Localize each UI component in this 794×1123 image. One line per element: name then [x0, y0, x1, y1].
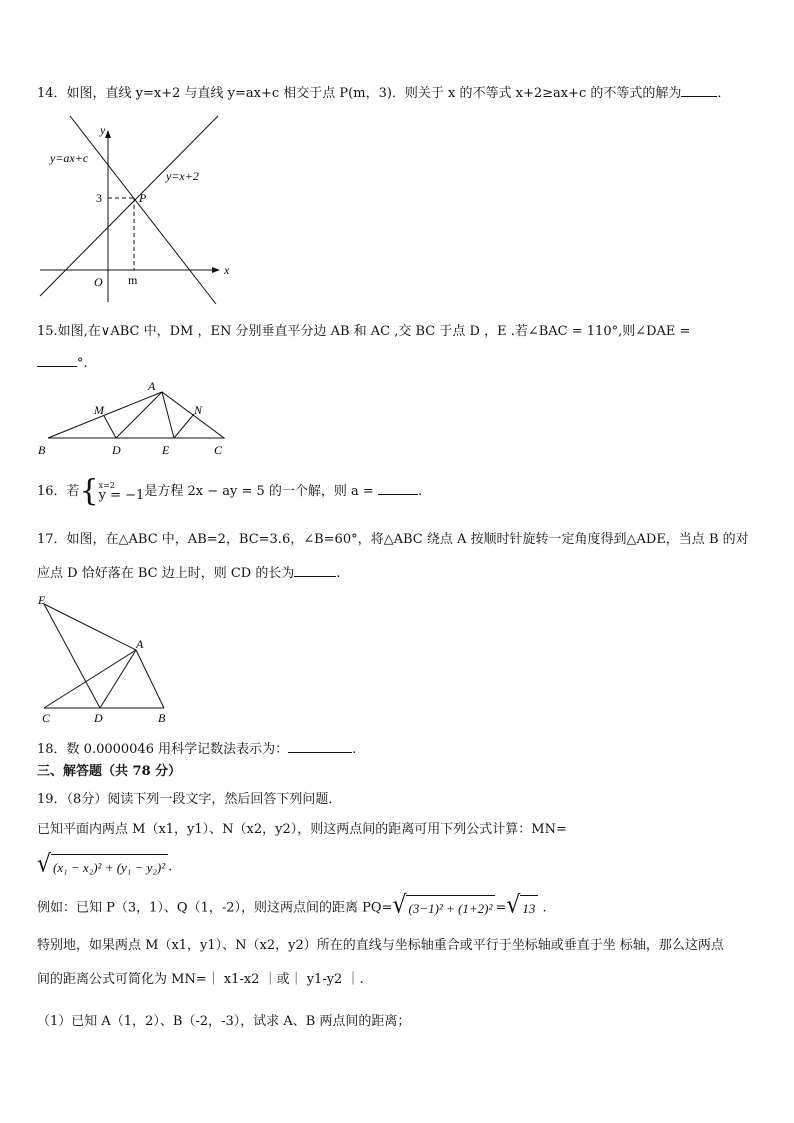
label-x-axis: x — [224, 263, 230, 277]
segment-md — [104, 416, 116, 438]
sqrt-icon: √ — [506, 891, 521, 919]
q16-prefix: 16．若 — [37, 484, 80, 499]
q19-line2 — [37, 820, 567, 840]
q16-end: . — [417, 484, 423, 499]
q16-suffix: 的一个解，则 a = — [268, 484, 374, 499]
q15-stem: 15.如图,在∨ABC 中，DM ，EN 分别垂直平分边 AB 和 AC ,交 BC 于点 D ，E .若∠BAC = 110°,则∠DAE = — [37, 324, 691, 339]
label-y-ax-c: y=ax+c — [50, 151, 89, 165]
label-e: E — [162, 443, 170, 457]
label-m: m — [128, 273, 138, 287]
label-y-axis: y — [100, 123, 106, 137]
q16-equation: 2x − ay = 5 — [187, 484, 265, 499]
label-b: B — [158, 711, 166, 725]
q19-special-2 — [37, 970, 364, 990]
q18-stem: 18．数 0.0000046 用科学记数法表示为： — [37, 742, 289, 757]
q15-end: °. — [77, 356, 88, 371]
q16-system-bottom: y = −1 — [98, 487, 145, 503]
q19-special-1 — [37, 936, 724, 956]
segment-da — [100, 650, 136, 708]
q17-line1 — [37, 530, 749, 550]
q19-formula — [37, 850, 173, 880]
q16-text — [37, 473, 423, 509]
q14-stem: 14．如图，直线 y=x+2 与直线 y=ax+c 相交于点 P(m，3)．则关于 x 的不等式 x+2≥ax+c 的不等式的解为 — [37, 86, 682, 101]
distance-formula-radicand: (x₁ − x₂)² + (y₁ − y₂)² — [51, 854, 168, 880]
q16-mid: 是方程 — [144, 484, 184, 499]
example-radicand: (3−1)² + (1+2)² — [406, 895, 495, 921]
segment-ad — [116, 392, 162, 438]
section-title-text: 三、解答题（共 78 分） — [37, 764, 182, 779]
q17-figure — [34, 590, 184, 725]
label-e: E — [38, 593, 46, 607]
line-y-ax-plus-c — [70, 116, 216, 304]
label-n: N — [194, 403, 203, 417]
line-y-x-plus-2 — [40, 116, 218, 296]
q18-text — [37, 738, 356, 760]
label-c: C — [214, 443, 223, 457]
label-a: A — [148, 379, 156, 393]
q19-example-end: . — [542, 900, 547, 916]
q16-system-top: x=2 — [98, 480, 115, 490]
q17-end: . — [336, 566, 341, 581]
segment-ea — [44, 604, 136, 650]
q17-stem-1: 17．如图，在△ABC 中，AB=2，BC=3.6，∠B=60°，将△ABC 绕点 A 按顺时针旋转一定角度得到△ADE，当点 B 的对 — [37, 532, 749, 547]
q14-figure — [36, 112, 230, 308]
q19-formula-intro: 已知平面内两点 M（x1，y1）、N（x2，y2），则这两点间的距离可用下列公式计算：MN= — [37, 822, 567, 837]
label-3: 3 — [96, 191, 102, 205]
q14-end: ． — [717, 86, 731, 101]
label-y-x-2: y=x+2 — [166, 169, 199, 183]
q16-answer-blank[interactable] — [378, 480, 418, 495]
q19-example-prefix: 例如：已知 P（3，1）、Q（1，-2），则这两点间的距离 PQ= — [37, 900, 393, 916]
q19-part1 — [37, 1012, 410, 1032]
segment-ca — [44, 650, 136, 708]
y-axis-arrow-icon — [105, 130, 111, 138]
q18-answer-blank[interactable] — [288, 738, 352, 753]
q19-special-text-2: 间的距离公式可简化为 MN=｜ x1-x2 ｜或｜ y1-y2 ｜. — [37, 972, 364, 987]
q19-intro: 19．（8分）阅读下列一段文字，然后回答下列问题． — [37, 792, 342, 807]
q19-formula-end: . — [168, 859, 173, 875]
q14-text — [37, 82, 730, 104]
q14-answer-blank[interactable] — [681, 82, 717, 97]
q19-special-text-1: 特别地，如果两点 M（x1，y1）、N（x2，y2）所在的直线与坐标轴重合或平行于坐标轴或垂直于坐 标轴，那么这两点 — [37, 938, 724, 953]
q15-line2 — [37, 352, 88, 374]
q19-example — [37, 891, 547, 921]
example-sqrt — [392, 891, 495, 921]
q15-text — [37, 322, 690, 342]
q18-end: . — [352, 742, 357, 757]
q19-part1-text: （1）已知 A（1，2）、B（-2，-3），试求 A、B 两点间的距离； — [37, 1014, 411, 1029]
q17-answer-blank[interactable] — [294, 562, 336, 577]
label-a: A — [136, 637, 144, 651]
q17-stem-2: 应点 D 恰好落在 BC 边上时，则 CD 的长为 — [37, 566, 295, 581]
segment-ed — [44, 604, 100, 708]
label-m: M — [94, 403, 104, 417]
q15-figure — [34, 380, 234, 460]
sqrt-icon: √ — [37, 850, 52, 878]
segment-ab — [136, 650, 164, 708]
label-d: D — [112, 443, 121, 457]
system-brace-icon: { — [79, 473, 99, 509]
example-equals: = — [495, 900, 507, 916]
label-b: B — [38, 443, 46, 457]
segment-ae — [162, 392, 174, 438]
x-axis-arrow-icon — [212, 267, 220, 273]
q19-line1 — [37, 790, 341, 810]
label-d: D — [94, 711, 103, 725]
q17-line2 — [37, 562, 340, 584]
example-result: 13 — [520, 895, 538, 921]
distance-formula — [37, 850, 168, 880]
label-p: P — [139, 191, 147, 205]
result-sqrt — [506, 891, 538, 921]
label-o: O — [94, 275, 103, 289]
q15-answer-blank[interactable] — [37, 352, 77, 367]
sqrt-icon: √ — [392, 891, 407, 919]
section-title — [37, 762, 181, 782]
label-c: C — [42, 711, 51, 725]
segment-ne — [174, 414, 194, 438]
q16-system — [99, 482, 145, 502]
